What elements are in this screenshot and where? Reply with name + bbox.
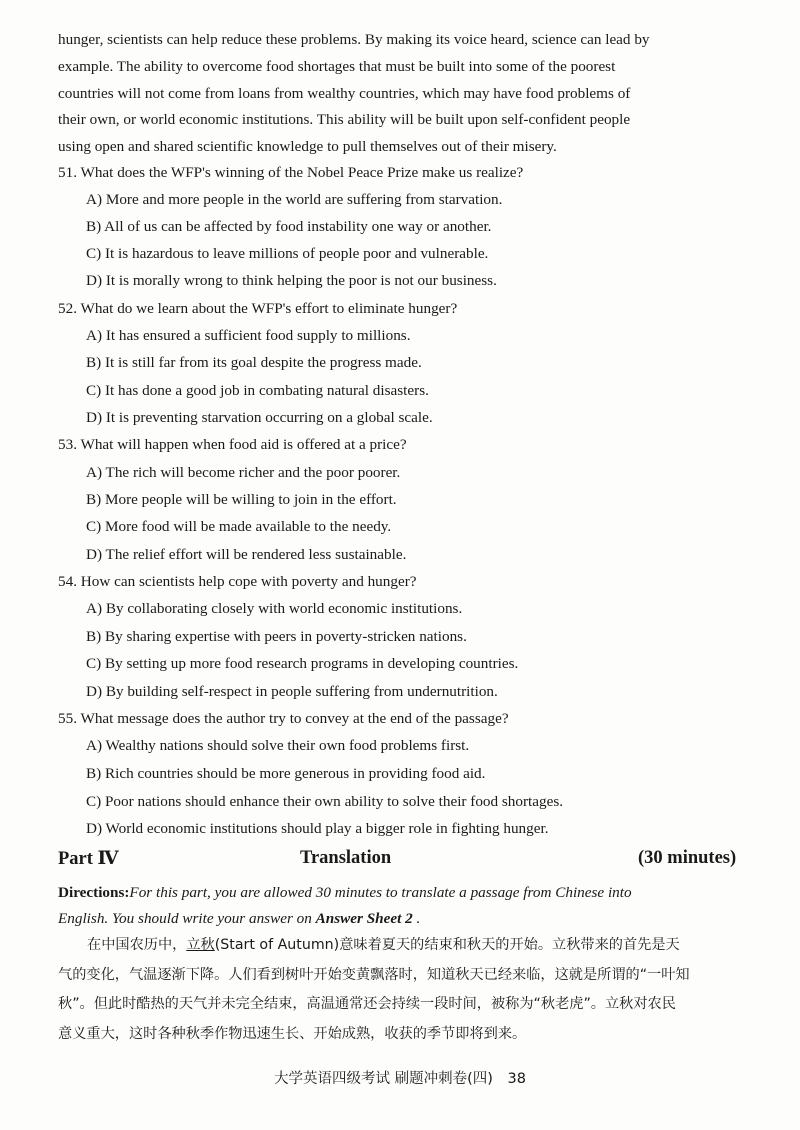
directions bbox=[58, 880, 764, 932]
page-number: 38 bbox=[507, 1071, 526, 1087]
translation-passage bbox=[58, 931, 770, 1049]
question-54-option-d: D) By building self-respect in people suffering from undernutrition. bbox=[86, 683, 498, 700]
underlined-term: 立秋 bbox=[186, 937, 215, 953]
part-label: Part Ⅳ bbox=[58, 849, 119, 869]
question-53-stem: 53. What will happen when food aid is offered at a price? bbox=[58, 436, 407, 453]
section-time-limit: (30 minutes) bbox=[638, 848, 737, 868]
footer-title: 大学英语四级考试 刷题冲刺卷(四) bbox=[274, 1071, 493, 1087]
passage-line: their own, or world economic institutions. This ability will be built upon self-confident people bbox=[58, 111, 631, 129]
question-52-option-a: A) It has ensured a sufficient food supply to millions. bbox=[86, 327, 411, 344]
question-54-option-c: C) By setting up more food research programs in developing countries. bbox=[86, 655, 519, 672]
reading-passage-ending bbox=[58, 27, 764, 161]
question-54-option-b: B) By sharing expertise with peers in poverty-stricken nations. bbox=[86, 628, 467, 645]
answer-sheet-reference: Answer Sheet 2 bbox=[315, 910, 413, 927]
question-51-option-b: B) All of us can be affected by food instability one way or another. bbox=[86, 218, 492, 235]
question-53-option-c: C) More food will be made available to the needy. bbox=[86, 518, 392, 535]
directions-line bbox=[58, 906, 764, 932]
section-title: Translation bbox=[300, 848, 392, 868]
question-52-option-c: C) It has done a good job in combating natural disasters. bbox=[86, 382, 429, 399]
question-55-stem: 55. What message does the author try to convey at the end of the passage? bbox=[58, 710, 509, 727]
passage-line: 意义重大，这时各种秋季作物迅速生长、开始成熟，收获的季节即将到来。 bbox=[58, 1025, 527, 1042]
question-55-option-d: D) World economic institutions should play a bigger role in fighting hunger. bbox=[86, 820, 549, 837]
question-51-option-d: D) It is morally wrong to think helping the poor is not our business. bbox=[86, 272, 497, 289]
question-53-option-a: A) The rich will become richer and the poor poorer. bbox=[86, 464, 401, 481]
directions-text: . bbox=[412, 910, 421, 927]
directions-label: Directions: bbox=[58, 884, 130, 901]
passage-line: hunger, scientists can help reduce these problems. By making its voice heard, science can lead by bbox=[58, 31, 650, 48]
question-52-stem: 52. What do we learn about the WFP's effort to eliminate hunger? bbox=[58, 300, 458, 317]
directions-line bbox=[58, 880, 764, 906]
question-55-option-c: C) Poor nations should enhance their own ability to solve their food shortages. bbox=[86, 793, 564, 810]
question-55-option-a: A) Wealthy nations should solve their own food problems first. bbox=[86, 737, 470, 754]
page-footer bbox=[0, 1067, 800, 1088]
question-51-stem: 51. What does the WFP's winning of the Nobel Peace Prize make us realize? bbox=[58, 164, 524, 181]
question-55-option-b: B) Rich countries should be more generous in providing food aid. bbox=[86, 765, 486, 782]
question-53-option-d: D) The relief effort will be rendered less sustainable. bbox=[86, 546, 407, 563]
directions-text: For this part, you are allowed 30 minutes to translate a passage from Chinese into bbox=[129, 884, 632, 901]
question-54-stem: 54. How can scientists help cope with poverty and hunger? bbox=[58, 573, 417, 590]
passage-line: 秋”。但此时酷热的天气并未完全结束，高温通常还会持续一段时间，被称为“秋老虎”。立秋对农民 bbox=[58, 996, 676, 1012]
question-51-option-a: A) More and more people in the world are suffering from starvation. bbox=[86, 191, 503, 208]
passage-line: example. The ability to overcome food shortages that must be built into some of the poorest bbox=[58, 57, 616, 75]
passage-line: countries will not come from loans from wealthy countries, which may have food problems of bbox=[58, 84, 631, 102]
passage-line: 在中国农历中，立秋(Start of Autumn)意味着夏天的结束和秋天的开始。立秋带来的首先是天 bbox=[87, 937, 680, 953]
passage-line: using open and shared scientific knowledge to pull themselves out of their misery. bbox=[58, 138, 557, 156]
question-52-option-d: D) It is preventing starvation occurring on a global scale. bbox=[86, 409, 433, 426]
question-53-option-b: B) More people will be willing to join in the effort. bbox=[86, 491, 397, 508]
question-52-option-b: B) It is still far from its goal despite the progress made. bbox=[86, 354, 422, 371]
question-51-option-c: C) It is hazardous to leave millions of people poor and vulnerable. bbox=[86, 245, 489, 262]
directions-text: English. You should write your answer on bbox=[58, 910, 316, 927]
passage-line: 气的变化，气温逐渐下降。人们看到树叶开始变黄飘落时，知道秋天已经来临，这就是所谓的“一叶知 bbox=[58, 966, 690, 983]
question-54-option-a: A) By collaborating closely with world economic institutions. bbox=[86, 600, 463, 617]
